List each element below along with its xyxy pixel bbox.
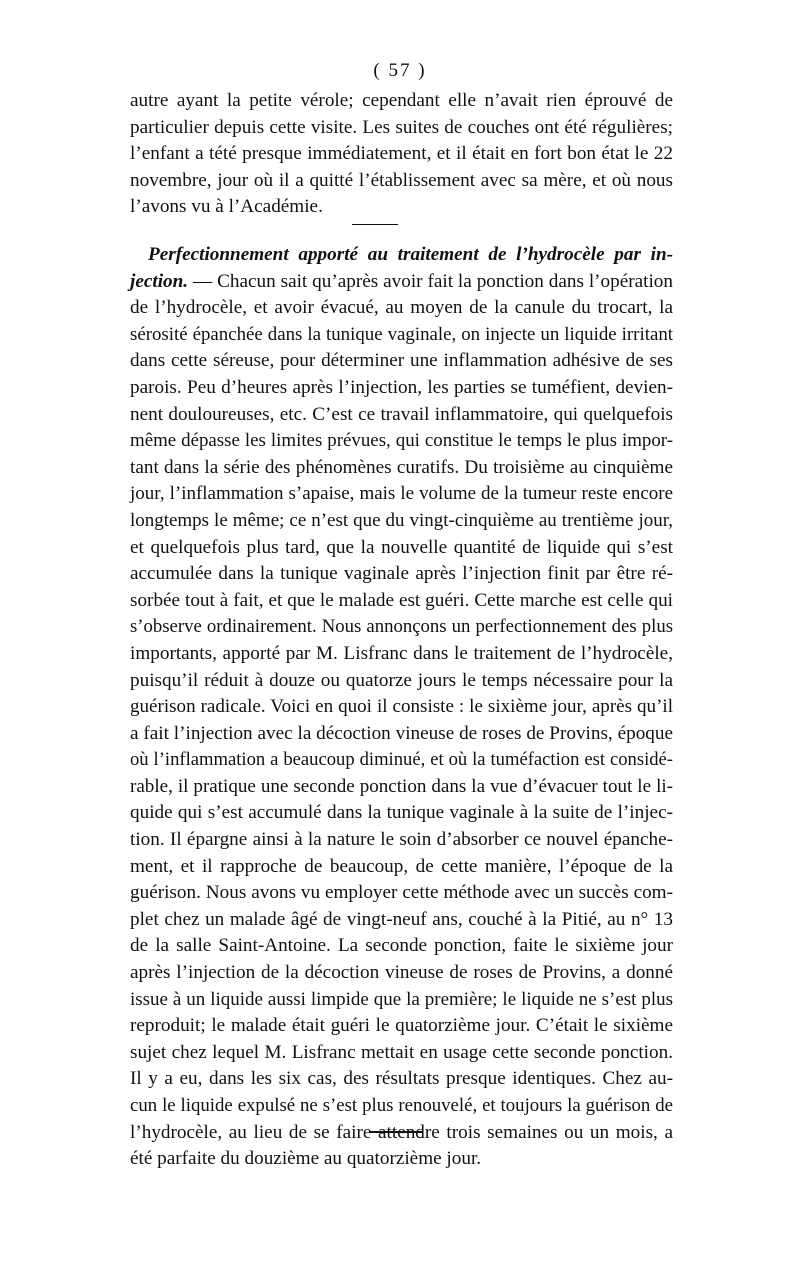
text-line: été parfaite du douzième au quatorzième jour. (130, 1148, 482, 1170)
text-line: novembre, jour où il a quitté l’établissement avec sa mère, et où nous (130, 169, 673, 191)
text-line: parois. Peu d’heures après l’injection, les parties se tuméfient, devien- (130, 376, 673, 398)
text-line: accumulée dans la tunique vaginale après l’injection finit par être ré- (130, 563, 673, 585)
text-line: l’hydrocèle, au lieu de se faire attendre trois semaines ou un mois, a (130, 1121, 673, 1143)
text-line: sorbée tout à fait, et que le malade est guéri. Cette marche est celle qui (130, 589, 673, 611)
text-line: de l’hydrocèle, et avoir évacué, au moyen de la canule du trocart, la (130, 297, 673, 319)
text-line: rable, il pratique une seconde ponction dans la vue d’évacuer tout le li- (130, 775, 673, 797)
text-line: dans cette séreuse, pour déterminer une inflammation adhésive de ses (130, 350, 673, 372)
text-line (130, 269, 673, 296)
text-line: particulier depuis cette visite. Les suites de couches ont été régulières; (130, 116, 673, 138)
text-line: l’avons vu à l’Académie. (130, 196, 323, 218)
text-line: l’enfant a tété presque immédiatement, et il était en fort bon état le 22 (130, 143, 673, 165)
article-paragraph (130, 242, 673, 1173)
text-line: cun le liquide expulsé ne s’est plus renouvelé, et toujours la guérison de (130, 1095, 673, 1116)
text-line: sujet chez lequel M. Lisfranc mettait en usage cette seconde ponction. (130, 1041, 673, 1063)
paragraph-continuation (130, 88, 673, 221)
page-number: ( 57 ) (373, 60, 427, 81)
text-line: Il y a eu, dans les six cas, des résultats presque identiques. Chez au- (130, 1068, 673, 1090)
end-rule (369, 1131, 423, 1133)
text-line: tant dans la série des phénomènes curatifs. Du troisième au cinquième (130, 456, 673, 478)
text-line: de la salle Saint-Antoine. La seconde ponction, faite le sixième jour (130, 935, 673, 957)
text-line: même dépasse les limites prévues, qui constitue le temps le plus impor- (130, 430, 673, 452)
article-heading: Perfectionnement apporté au traitement de l’hydrocèle par in- (148, 244, 673, 265)
text-line: guérison. Nous avons vu employer cette méthode avec un succès com- (130, 882, 673, 904)
text-line: ment, et il rapproche de beaucoup, de cette manière, l’époque de la (130, 855, 673, 877)
text-line: tion. Il épargne ainsi à la nature le soin d’absorber ce nouvel épanche- (130, 829, 673, 851)
article-text-start: — Chacun sait qu’après avoir fait la ponction dans l’opération (188, 270, 673, 292)
text-line: où l’inflammation a beaucoup diminué, et où la tuméfaction est considé- (130, 749, 673, 771)
section-divider (352, 224, 398, 225)
article-heading-continuation: jection. (130, 270, 189, 292)
text-line: quide qui s’est accumulé dans la tunique vaginale à la suite de l’injec- (130, 802, 673, 824)
text-line: reproduit; le malade était guéri le quatorzième jour. C’était le sixième (130, 1015, 673, 1037)
text-line: longtemps le même; ce n’est que du vingt-cinquième au trentième jour, (130, 509, 673, 531)
text-line: s’observe ordinairement. Nous annonçons un perfectionnement des plus (130, 616, 673, 638)
text-line: jour, l’inflammation s’apaise, mais le volume de la tumeur reste encore (130, 483, 673, 505)
text-line: puisqu’il réduit à douze ou quatorze jours le temps nécessaire pour la (130, 669, 673, 691)
text-line: après l’injection de la décoction vineuse de roses de Provins, a donné (130, 962, 673, 984)
text-line: sérosité épanchée dans la tunique vaginale, on injecte un liquide irritant (130, 323, 673, 345)
text-line: issue à un liquide aussi limpide que la première; le liquide ne s’est plus (130, 988, 673, 1010)
text-line: importants, apporté par M. Lisfranc dans le traitement de l’hydrocèle, (130, 642, 673, 664)
text-line: autre ayant la petite vérole; cependant elle n’avait rien éprouvé de (130, 90, 673, 111)
text-line: et quelquefois plus tard, que la nouvelle quantité de liquide qui s’est (130, 536, 673, 558)
text-line: plet chez un malade âgé de vingt-neuf ans, couché à la Pitié, au n° 13 (130, 908, 673, 930)
article-heading-line (130, 242, 673, 269)
text-line: nent douloureuses, etc. C’est ce travail inflammatoire, qui quelquefois (130, 403, 673, 425)
text-line: guérison radicale. Voici en quoi il consiste : le sixième jour, après qu’il (130, 696, 673, 718)
text-line: a fait l’injection avec la décoction vineuse de roses de Provins, époque (130, 722, 673, 744)
